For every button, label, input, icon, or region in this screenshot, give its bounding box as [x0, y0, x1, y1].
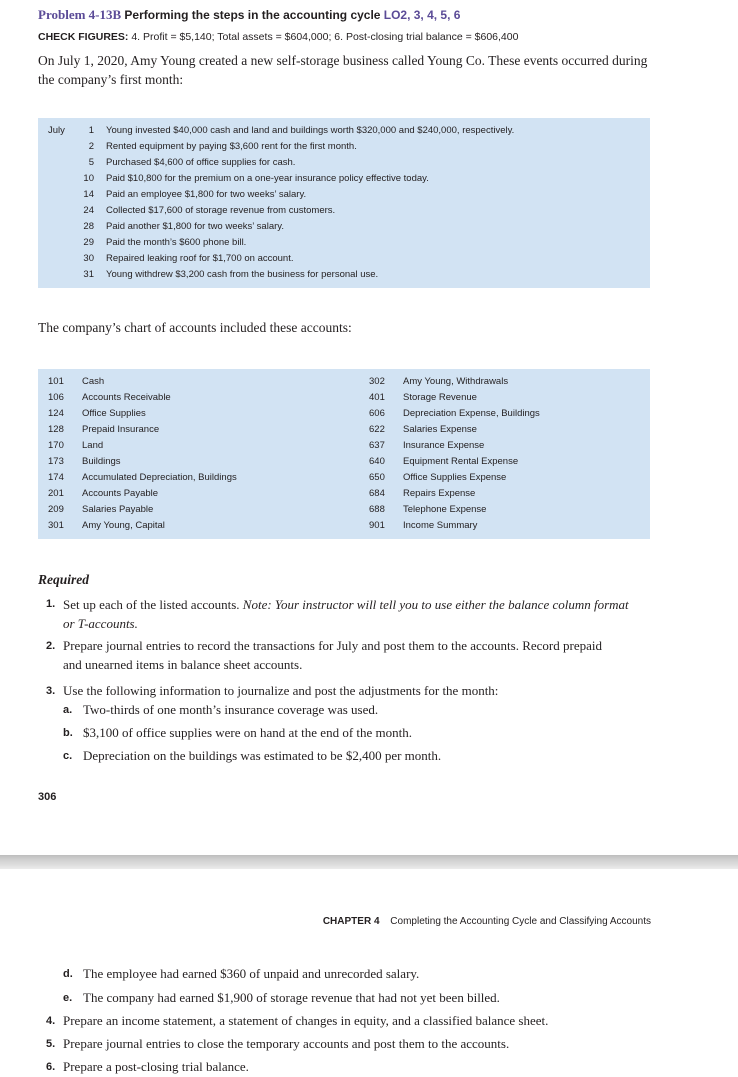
requirement-number: 5.	[46, 1038, 56, 1050]
account-name: Prepaid Insurance	[82, 424, 160, 435]
account-number: 173	[48, 456, 64, 467]
check-figures-label: CHECK FIGURES:	[38, 31, 129, 43]
sub-requirement-letter: b.	[63, 727, 73, 739]
account-name: Office Supplies	[82, 408, 146, 419]
sub-requirement-text: The employee had earned $360 of unpaid and unrecorded salary.	[83, 966, 420, 981]
sub-requirement-letter: a.	[63, 704, 73, 716]
chapter-label: CHAPTER 4	[322, 916, 380, 927]
account-number: 688	[369, 504, 385, 515]
account-number: 128	[48, 424, 64, 435]
account-number: 901	[369, 520, 385, 531]
account-number: 124	[48, 408, 64, 419]
event-day: 14	[83, 189, 94, 200]
requirement-text: Prepare journal entries to close the temporary accounts and post them to the accounts.	[63, 1036, 510, 1051]
requirement-number: 2.	[46, 640, 56, 652]
event-month: July	[48, 125, 65, 136]
account-name: Salaries Expense	[403, 424, 477, 435]
event-day: 24	[83, 205, 94, 216]
account-number: 640	[369, 456, 385, 467]
requirement-text: Use the following information to journalize and post the adjustments for the month:	[63, 683, 499, 698]
event-day: 29	[83, 237, 94, 248]
requirement-text: Set up each of the listed accounts.	[63, 597, 240, 612]
requirement-text: Prepare a post-closing trial balance.	[63, 1059, 249, 1074]
event-text: Rented equipment by paying $3,600 rent for the first month.	[106, 141, 357, 152]
requirement-number: 3.	[46, 685, 56, 697]
account-name: Accounts Receivable	[82, 392, 171, 403]
sub-requirement-text: $3,100 of office supplies were on hand at the end of the month.	[83, 725, 413, 740]
account-number: 622	[369, 424, 385, 435]
account-name: Equipment Rental Expense	[403, 456, 519, 467]
event-day: 28	[83, 221, 94, 232]
account-name: Repairs Expense	[403, 488, 476, 499]
account-number: 302	[369, 376, 385, 387]
event-text: Paid the month’s $600 phone bill.	[106, 237, 247, 248]
account-name: Buildings	[82, 456, 121, 467]
sub-requirement-letter: c.	[63, 750, 73, 762]
event-text: Collected $17,600 of storage revenue from customers.	[106, 205, 336, 216]
requirement-text-continued: and unearned items in balance sheet accounts.	[63, 657, 303, 672]
account-name: Office Supplies Expense	[403, 472, 507, 483]
requirement-note-continued: or T-accounts.	[63, 616, 138, 631]
account-number: 606	[369, 408, 385, 419]
event-text: Repaired leaking roof for $1,700 on account.	[106, 253, 294, 264]
account-number: 201	[48, 488, 64, 499]
event-text: Young withdrew $3,200 cash from the business for personal use.	[106, 269, 379, 280]
account-name: Storage Revenue	[403, 392, 477, 403]
account-number: 301	[48, 520, 64, 531]
event-day: 5	[88, 157, 94, 168]
account-number: 170	[48, 440, 64, 451]
problem-heading: Performing the steps in the accounting cycle	[124, 8, 381, 22]
requirement-text: Prepare journal entries to record the transactions for July and post them to the accounts. Record prepaid	[63, 638, 602, 653]
account-name: Salaries Payable	[82, 504, 154, 515]
sub-requirement-text: Two-thirds of one month’s insurance coverage was used.	[83, 702, 379, 717]
chart-of-accounts-table	[38, 369, 650, 539]
event-day: 1	[88, 125, 94, 136]
account-number: 101	[48, 376, 64, 387]
requirement-number: 1.	[46, 598, 56, 610]
events-table	[38, 118, 650, 288]
page-number: 306	[38, 791, 57, 803]
account-number: 401	[369, 392, 385, 403]
event-text: Young invested $40,000 cash and land and buildings worth $320,000 and $240,000, respectively.	[106, 125, 515, 136]
chapter-title: Completing the Accounting Cycle and Classifying Accounts	[390, 916, 651, 927]
problem-number: Problem 4-13B	[38, 7, 122, 22]
event-day: 2	[88, 141, 94, 152]
account-number: 174	[48, 472, 64, 483]
event-day: 31	[83, 269, 94, 280]
event-text: Paid another $1,800 for two weeks’ salary.	[106, 221, 284, 232]
account-number: 106	[48, 392, 64, 403]
required-heading: Required	[38, 572, 90, 587]
account-number: 684	[369, 488, 385, 499]
sub-requirement-letter: d.	[63, 968, 73, 980]
requirement-number: 6.	[46, 1061, 56, 1073]
account-name: Accounts Payable	[82, 488, 159, 499]
requirement-text: Prepare an income statement, a statement of changes in equity, and a classified balance sheet.	[63, 1013, 549, 1028]
account-name: Income Summary	[403, 520, 478, 531]
event-text: Purchased $4,600 of office supplies for cash.	[106, 157, 296, 168]
check-figures-text: 4. Profit = $5,140; Total assets = $604,000; 6. Post-closing trial balance = $606,400	[131, 31, 519, 43]
event-text: Paid an employee $1,800 for two weeks’ salary.	[106, 189, 307, 200]
account-name: Insurance Expense	[403, 440, 485, 451]
event-day: 10	[83, 173, 94, 184]
requirement-number: 4.	[46, 1015, 56, 1027]
account-name: Land	[82, 440, 104, 451]
account-name: Amy Young, Withdrawals	[403, 376, 509, 387]
account-name: Cash	[82, 376, 105, 387]
account-name: Accumulated Depreciation, Buildings	[82, 472, 237, 483]
intro-paragraph: On July 1, 2020, Amy Young created a new self-storage business called Young Co. These events occurred during the company’s first month:	[38, 53, 648, 87]
requirement-note: Note: Your instructor will tell you to use either the balance column format	[242, 597, 629, 612]
account-number: 209	[48, 504, 64, 515]
account-name: Depreciation Expense, Buildings	[403, 408, 540, 419]
account-number: 650	[369, 472, 385, 483]
requirement-text-line	[63, 595, 629, 614]
account-name: Amy Young, Capital	[82, 520, 165, 531]
running-head	[323, 916, 651, 927]
account-number: 637	[369, 440, 385, 451]
check-figures	[38, 31, 518, 43]
sub-requirement-letter: e.	[63, 992, 73, 1004]
problem-title	[38, 7, 460, 23]
chart-of-accounts-intro: The company’s chart of accounts included these accounts:	[38, 320, 352, 335]
page-divider	[0, 855, 738, 869]
sub-requirement-text: Depreciation on the buildings was estimated to be $2,400 per month.	[83, 748, 442, 763]
event-day: 30	[83, 253, 94, 264]
account-name: Telephone Expense	[403, 504, 487, 515]
event-text: Paid $10,800 for the premium on a one-year insurance policy effective today.	[106, 173, 429, 184]
sub-requirement-text: The company had earned $1,900 of storage revenue that had not yet been billed.	[83, 990, 500, 1005]
learning-objectives: LO2, 3, 4, 5, 6	[383, 8, 461, 22]
